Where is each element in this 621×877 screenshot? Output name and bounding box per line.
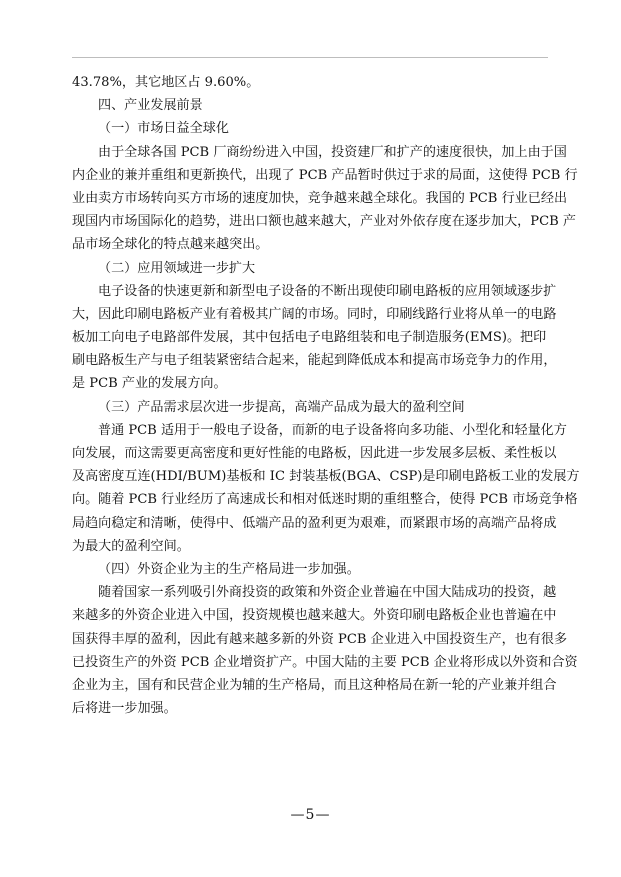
- paragraph-3-line-6: 为最大的盈利空间。: [72, 538, 190, 554]
- page-number: —5—: [290, 807, 331, 823]
- paragraph-2-line-2: 大，因此印刷电路板产业有着极其广阔的市场。同时，印刷线路行业将从单一的电路: [72, 306, 557, 322]
- section-heading: 四、产业发展前景: [98, 98, 203, 114]
- paragraph-1-line-2: 内企业的兼并重组和更新换代，出现了 PCB 产品暂时供过于求的局面，这使得 PCB 行: [72, 167, 578, 183]
- paragraph-2-line-3: 板加工向电子电路部件发展，其中包括电子电路组装和电子制造服务(EMS)。把印: [72, 330, 547, 346]
- paragraph-3-line-2: 向发展，而这需要更高密度和更好性能的电路板，因此进一步发展多层板、柔性板以: [72, 446, 557, 461]
- paragraph-3-line-4: 向。随着 PCB 行业经历了高速成长和相对低迷时期的重组整合，使得 PCB 市场竞争格: [72, 492, 578, 508]
- paragraph-3-line-1: 普通 PCB 适用于一般电子设备，而新的电子设备将向多功能、小型化和轻量化方: [98, 422, 567, 438]
- paragraph-4-line-4: 已投资生产的外资 PCB 企业增资扩产。中国大陆的主要 PCB 企业将形成以外资和合资: [72, 654, 578, 670]
- subsection-heading-4: （四）外资企业为主的生产格局进一步加强。: [98, 561, 360, 577]
- paragraph-4-line-6: 后将进一步加强。: [72, 701, 177, 717]
- paragraph-4-line-3: 国获得丰厚的盈利，因此有越来越多新的外资 PCB 企业进入中国投资生产，也有很多: [72, 631, 568, 647]
- subsection-heading-2: （二）应用领域进一步扩大: [98, 260, 256, 276]
- paragraph-4-line-1: 随着国家一系列吸引外商投资的政策和外资企业普遍在中国大陆成功的投资，越: [98, 585, 557, 601]
- paragraph-1-line-5: 品市场全球化的特点越来越突出。: [72, 237, 269, 253]
- paragraph-2-line-1: 电子设备的快速更新和新型电子设备的不断出现使印刷电路板的应用领域逐步扩: [98, 283, 557, 299]
- paragraph-3-line-3: 及高密度互连(HDI/BUM)基板和 IC 封装基板(BGA、CSP)是印刷电路板工业的发展方: [72, 469, 580, 485]
- subsection-heading-3: （三）产品需求层次进一步提高，高端产品成为最大的盈利空间: [98, 399, 465, 415]
- paragraph-1-line-4: 现国内市场国际化的趋势，进出口额也越来越大，产业对外依存度在逐步加大，PCB 产: [72, 214, 576, 230]
- paragraph-1-line-1: 由于全球各国 PCB 厂商纷纷进入中国，投资建厂和扩产的速度很快，加上由于国: [98, 144, 567, 160]
- paragraph-2-line-4: 刷电路板生产与电子组装紧密结合起来，能起到降低成本和提高市场竞争力的作用，: [72, 353, 557, 369]
- paragraph-2-line-5: 是 PCB 产业的发展方向。: [72, 376, 227, 392]
- paragraph-4-line-2: 来越多的外资企业进入中国，投资规模也越来越大。外资印刷电路板企业也普遍在中: [72, 608, 557, 624]
- paragraph-1-line-3: 业由卖方市场转向买方市场的速度加快，竞争越来越全球化。我国的 PCB 行业已经出: [72, 190, 568, 206]
- document-body: [72, 71, 580, 720]
- paragraph-4-line-5: 企业为主，国有和民营企业为辅的生产格局，而且这种格局在新一轮的产业兼并组合: [72, 677, 557, 693]
- header-rule: [72, 57, 548, 58]
- subsection-heading-1: （一）市场日益全球化: [98, 121, 229, 137]
- intro-line: 43.78%，其它地区占 9.60%。: [72, 75, 260, 90]
- paragraph-3-line-5: 局趋向稳定和清晰，使得中、低端产品的盈利更为艰难，而紧跟市场的高端产品将成: [72, 515, 557, 531]
